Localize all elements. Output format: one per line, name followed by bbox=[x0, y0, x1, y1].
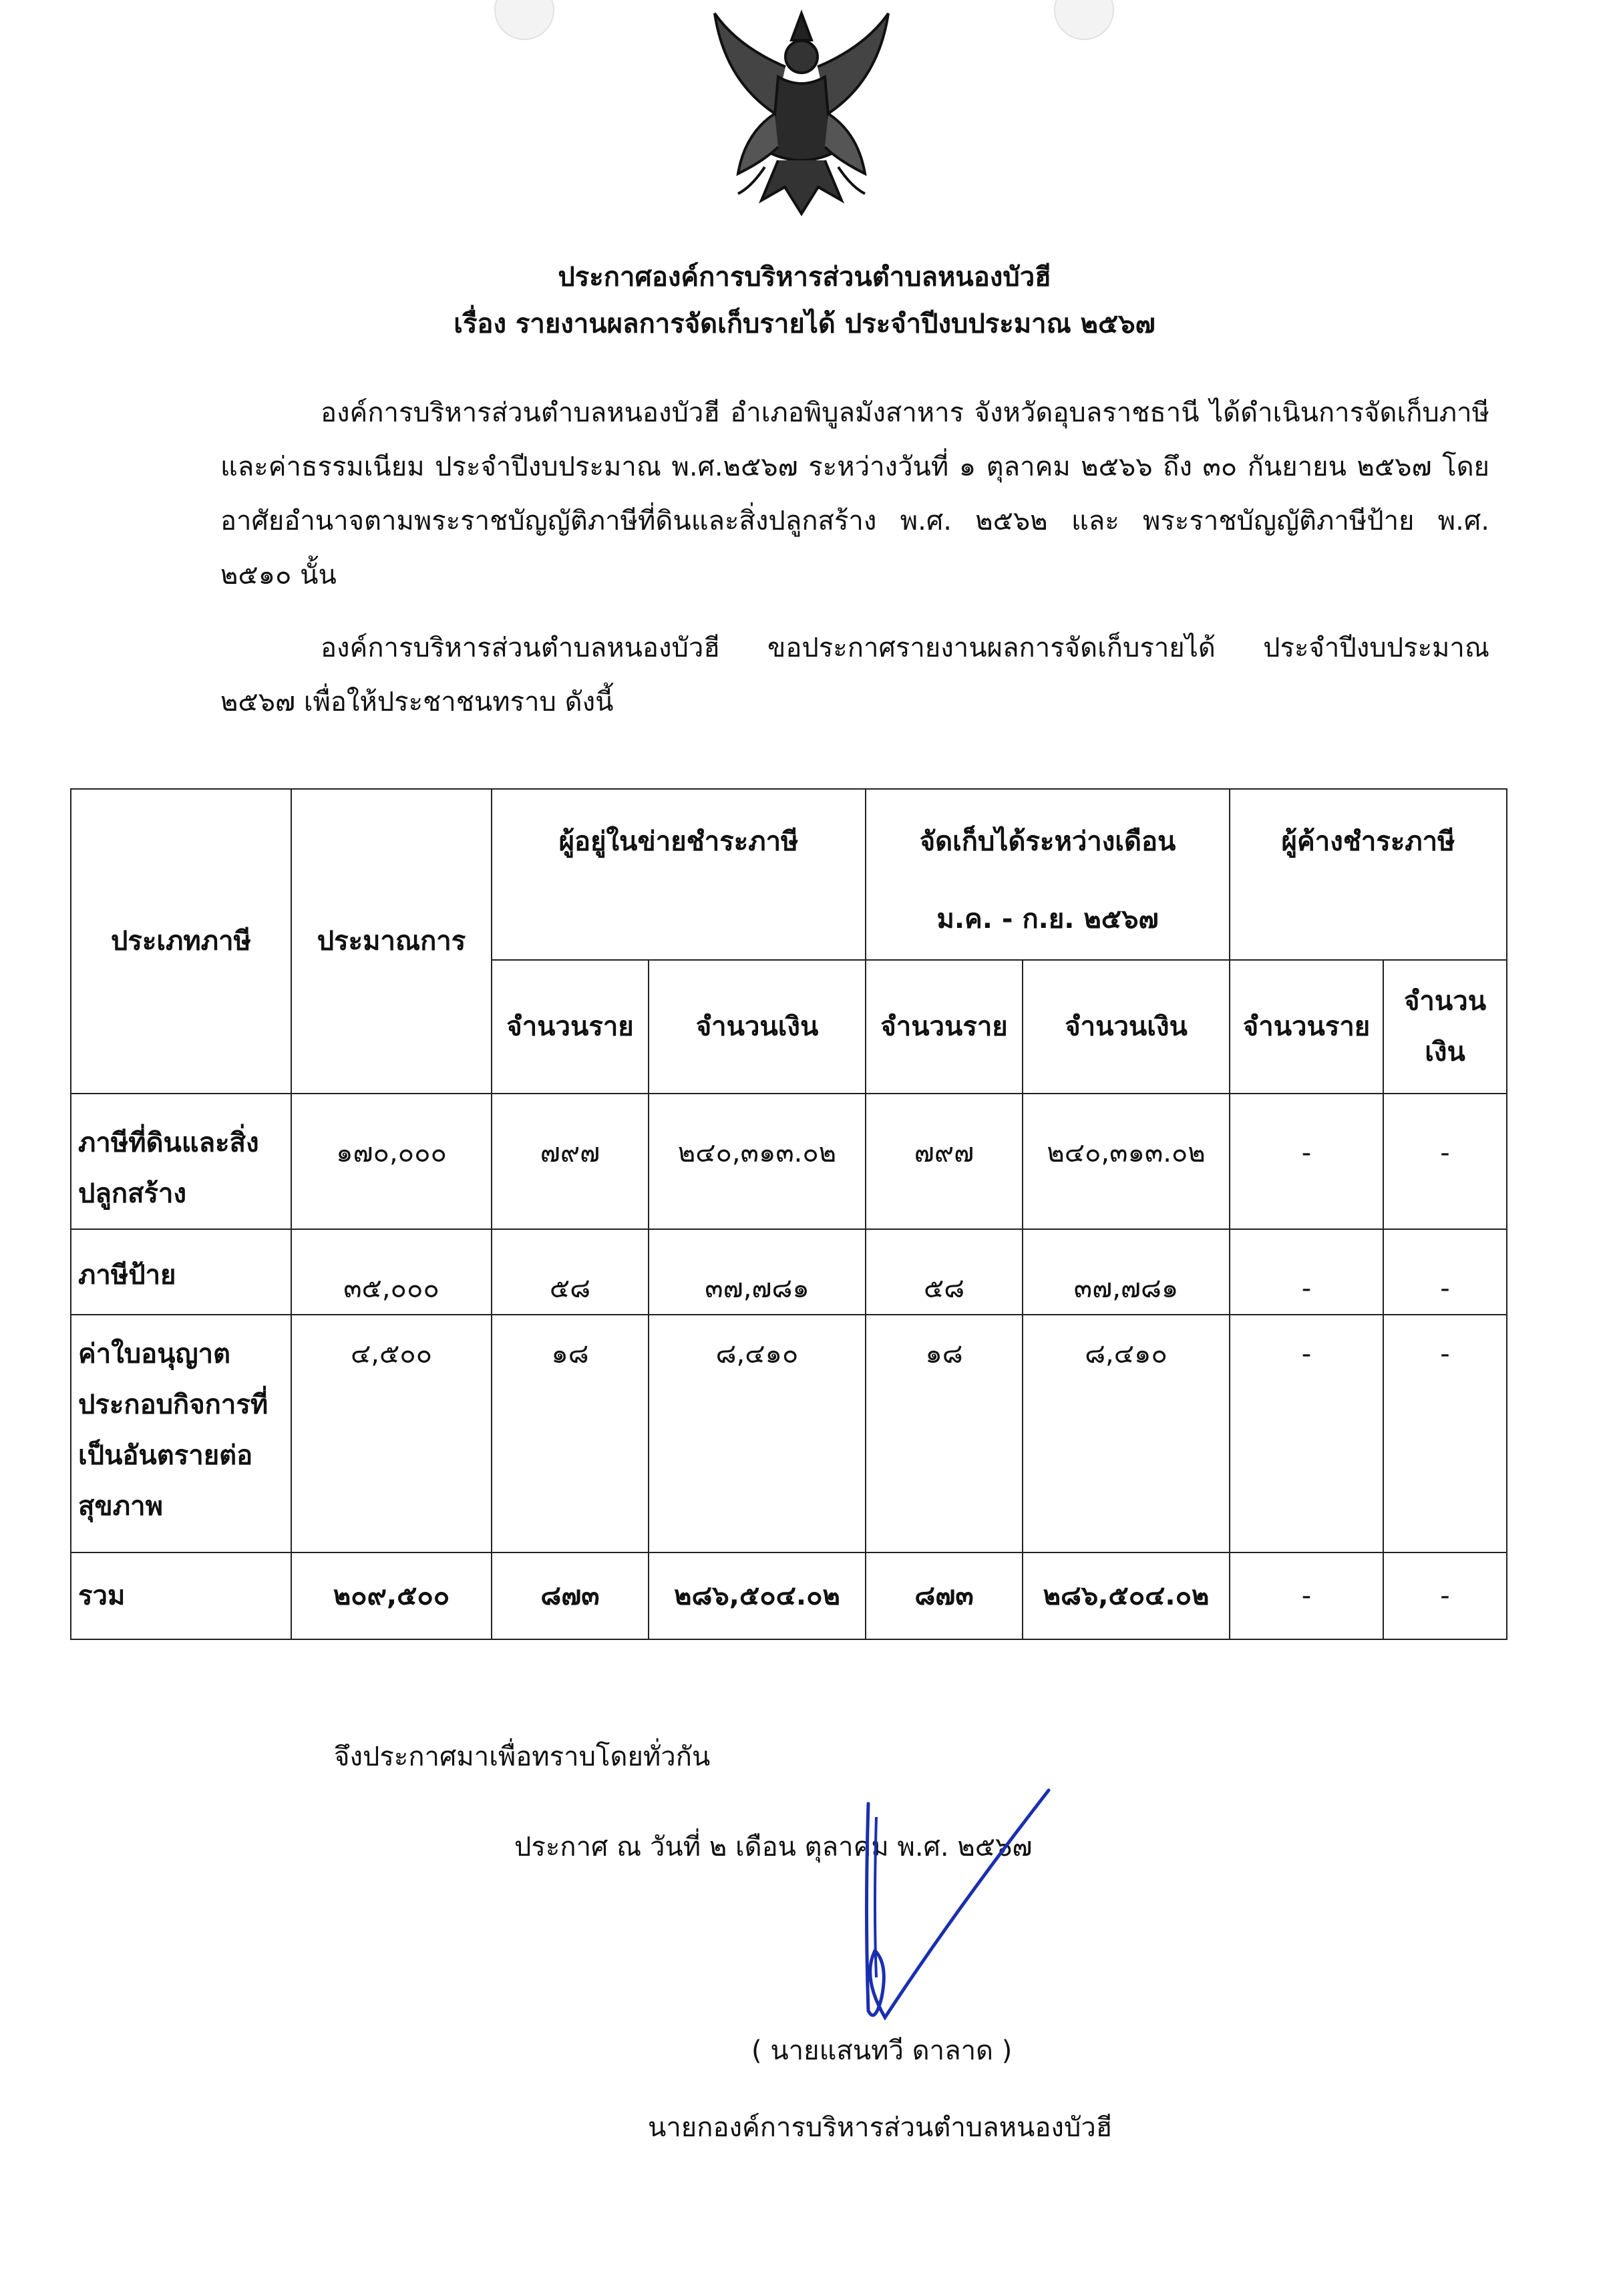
row-estimate: ๔,๕๐๐ bbox=[291, 1315, 492, 1552]
signer-name: ( นายแสนทวี ดาลาด ) bbox=[751, 2035, 1013, 2066]
announce-date: ประกาศ ณ วันที่ ๒ เดือน ตุลาคม พ.ศ. ๒๕๖๗ bbox=[514, 1832, 1033, 1862]
revenue-table bbox=[70, 788, 1507, 1640]
row-out-count: - bbox=[1230, 1315, 1383, 1552]
header-in-network: ผู้อยู่ในข่ายชำระภาษี bbox=[492, 789, 866, 960]
row-out-amount: - bbox=[1383, 1094, 1507, 1228]
row-estimate: ๓๕,๐๐๐ bbox=[291, 1229, 492, 1315]
row-net-amount: ๒๔๐,๓๑๓.๐๒ bbox=[649, 1094, 866, 1228]
total-net-count: ๘๗๓ bbox=[492, 1552, 649, 1639]
garuda-emblem bbox=[698, 0, 905, 234]
total-out-count: - bbox=[1230, 1552, 1383, 1639]
signature-handwritten bbox=[835, 1777, 1089, 2044]
paragraph-2-text: องค์การบริหารส่วนตำบลหนองบัวฮี ขอประกาศรายงานผลการจัดเก็บรายได้ ประจำปีงบประมาณ ๒๕๖๗ เพื่อให้ประชาชนทราบ ดังนี้ bbox=[220, 633, 1489, 717]
row-col-count: ๑๘ bbox=[866, 1315, 1023, 1552]
table-row bbox=[71, 1094, 1507, 1228]
row-net-count: ๑๘ bbox=[492, 1315, 649, 1552]
announcement-title: ประกาศองค์การบริหารส่วนตำบลหนองบัวฮี bbox=[558, 262, 1051, 293]
header-outstanding: ผู้ค้างชำระภาษี bbox=[1230, 789, 1507, 960]
table-row bbox=[71, 1315, 1507, 1552]
total-col-amount: ๒๘๖,๕๐๔.๐๒ bbox=[1023, 1552, 1230, 1639]
header-collected-label: จัดเก็บได้ระหว่างเดือน bbox=[919, 826, 1176, 857]
row-col-count: ๕๘ bbox=[866, 1229, 1023, 1315]
row-out-count: - bbox=[1230, 1229, 1383, 1315]
header-out-amount: จำนวนเงิน bbox=[1383, 960, 1507, 1094]
header-collected-period: ม.ค. - ก.ย. ๒๕๖๗ bbox=[936, 904, 1159, 935]
row-out-amount: - bbox=[1383, 1229, 1507, 1315]
total-col-count: ๘๗๓ bbox=[866, 1552, 1023, 1639]
header-collected bbox=[866, 789, 1230, 960]
table-total-row bbox=[71, 1552, 1507, 1639]
announcement-subject: เรื่อง รายงานผลการจัดเก็บรายได้ ประจำปีงบประมาณ ๒๕๖๗ bbox=[454, 309, 1155, 339]
row-estimate: ๑๗๐,๐๐๐ bbox=[291, 1094, 492, 1228]
row-tax-type: ภาษีป้าย bbox=[71, 1229, 291, 1315]
row-tax-type: ภาษีที่ดินและสิ่งปลูกสร้าง bbox=[71, 1094, 291, 1228]
row-net-amount: ๘,๔๑๐ bbox=[649, 1315, 866, 1552]
header-net-amount: จำนวนเงิน bbox=[649, 960, 866, 1094]
paragraph-1-text: องค์การบริหารส่วนตำบลหนองบัวฮี อำเภอพิบูลมังสาหาร จังหวัดอุบลราชธานี ได้ดำเนินการจัดเก็บภาษีและค่าธรรมเนียม ประจำปีงบประมาณ พ.ศ.๒๕๖๗ ระหว่างวันที่ ๑ ตุลาคม ๒๕๖๖ ถึง ๓๐ กันยายน ๒๕๖๗ โดยอาศัยอำนาจตามพระราชบัญญัติภาษีที่ดินและสิ่งปลูกสร้าง พ.ศ. ๒๕๖๒ และ พระราชบัญญัติภาษีป้าย พ.ศ. ๒๕๑๐ นั้น bbox=[220, 397, 1489, 591]
row-col-count: ๗๙๗ bbox=[866, 1094, 1023, 1228]
row-net-count: ๗๙๗ bbox=[492, 1094, 649, 1228]
header-col-amount: จำนวนเงิน bbox=[1023, 960, 1230, 1094]
row-out-amount: - bbox=[1383, 1315, 1507, 1552]
header-col-count: จำนวนราย bbox=[866, 960, 1023, 1094]
total-net-amount: ๒๘๖,๕๐๔.๐๒ bbox=[649, 1552, 866, 1639]
header-net-count: จำนวนราย bbox=[492, 960, 649, 1094]
punch-hole-left bbox=[494, 0, 554, 40]
row-col-amount: ๓๗,๗๘๑ bbox=[1023, 1229, 1230, 1315]
total-estimate: ๒๐๙,๕๐๐ bbox=[291, 1552, 492, 1639]
total-out-amount: - bbox=[1383, 1552, 1507, 1639]
row-col-amount: ๒๔๐,๓๑๓.๐๒ bbox=[1023, 1094, 1230, 1228]
row-col-amount: ๘,๔๑๐ bbox=[1023, 1315, 1230, 1552]
signer-title: นายกองค์การบริหารส่วนตำบลหนองบัวฮี bbox=[648, 2112, 1113, 2143]
announce-closing: จึงประกาศมาเพื่อทราบโดยทั่วกัน bbox=[334, 1742, 711, 1772]
header-out-count: จำนวนราย bbox=[1230, 960, 1383, 1094]
row-net-count: ๕๘ bbox=[492, 1229, 649, 1315]
table-row bbox=[71, 1229, 1507, 1315]
header-tax-type: ประเภทภาษี bbox=[71, 789, 291, 1094]
total-label: รวม bbox=[71, 1552, 291, 1639]
body-paragraph-2 bbox=[220, 621, 1489, 729]
header-estimate: ประมาณการ bbox=[291, 789, 492, 1094]
punch-hole-right bbox=[1054, 0, 1114, 40]
row-net-amount: ๓๗,๗๘๑ bbox=[649, 1229, 866, 1315]
row-tax-type: ค่าใบอนุญาตประกอบกิจการที่เป็นอันตรายต่อสุขภาพ bbox=[71, 1315, 291, 1552]
row-out-count: - bbox=[1230, 1094, 1383, 1228]
body-paragraph-1 bbox=[220, 386, 1489, 603]
